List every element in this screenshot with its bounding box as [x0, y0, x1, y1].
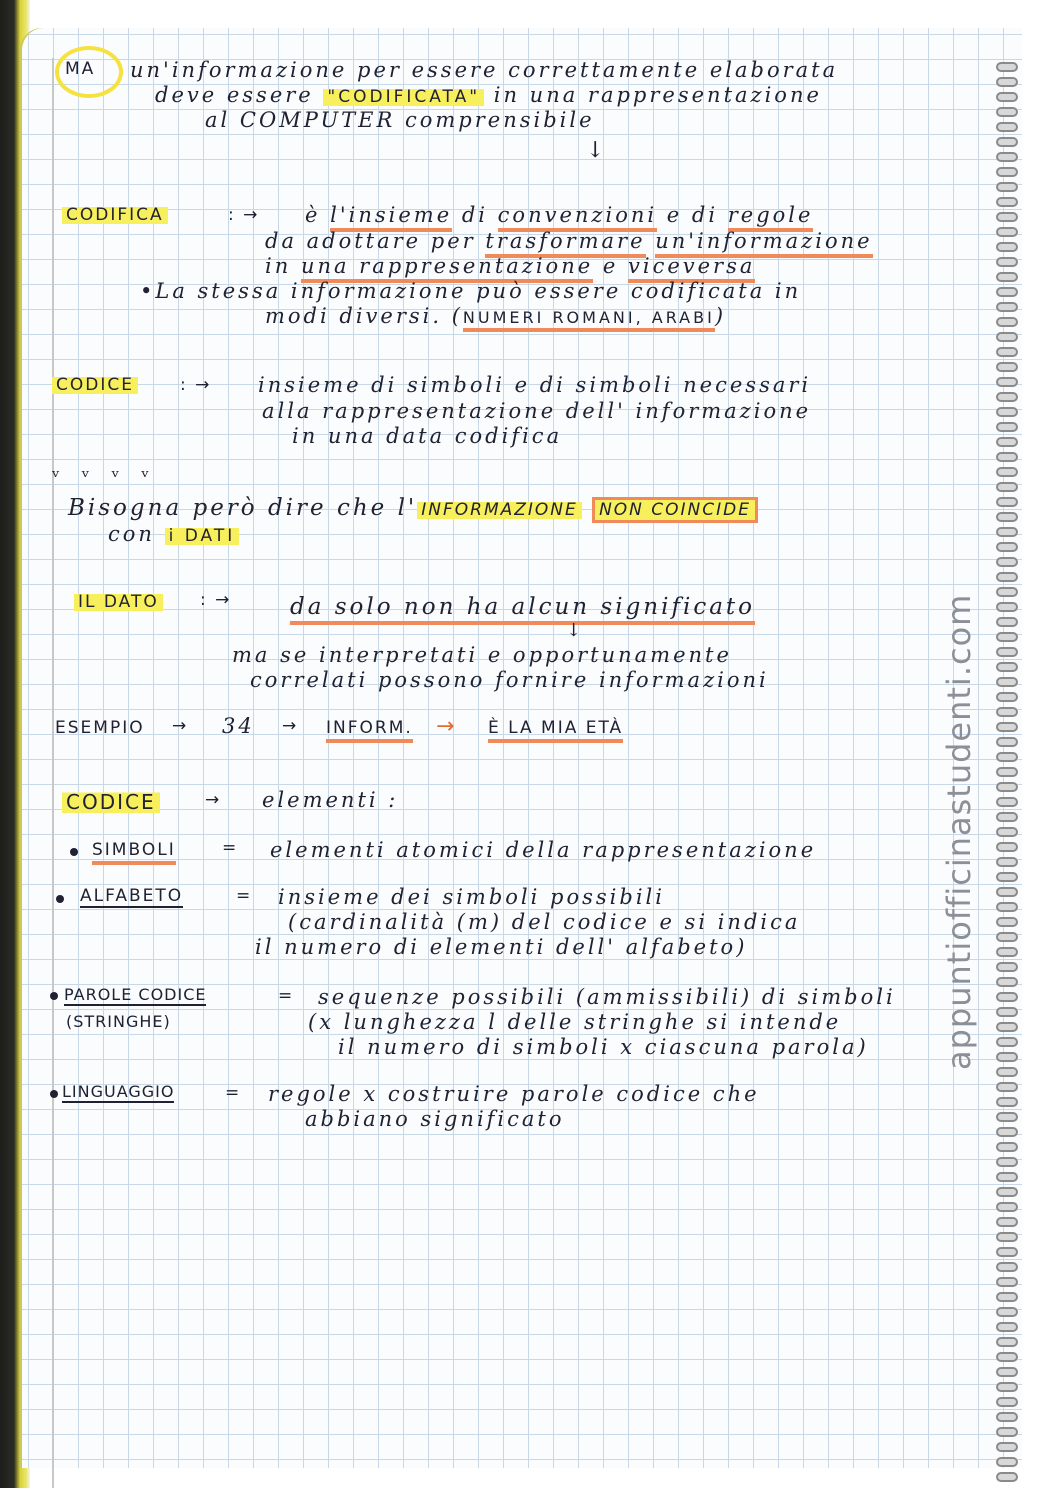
codifica-highlight: CODIFICA — [62, 205, 168, 225]
codifica-line-2 — [265, 229, 873, 253]
spiral-ring — [996, 827, 1018, 837]
spiral-ring — [996, 497, 1018, 507]
spiral-ring — [996, 1172, 1018, 1182]
spiral-ring — [996, 1127, 1018, 1137]
ma-badge-text: MA — [65, 59, 96, 79]
codifica-line-4: •La stessa informazione può essere codificata in — [140, 279, 802, 303]
spiral-ring — [996, 1052, 1018, 1062]
spiral-ring — [996, 527, 1018, 537]
spiral-ring — [996, 1337, 1018, 1347]
spiral-ring — [996, 407, 1018, 417]
dato-down-arrow-icon: ↓ — [566, 620, 582, 641]
spiral-ring — [996, 1082, 1018, 1092]
spiral-ring — [996, 977, 1018, 987]
codice-arrow-icon: : → — [180, 375, 212, 395]
spiral-ring — [996, 1097, 1018, 1107]
spiral-ring — [996, 1202, 1018, 1212]
simboli-text: elementi atomici della rappresentazione — [270, 838, 817, 862]
spiral-ring — [996, 512, 1018, 522]
spiral-ring — [996, 1307, 1018, 1317]
spiral-ring — [996, 227, 1018, 237]
spiral-ring — [996, 302, 1018, 312]
spiral-ring — [996, 122, 1018, 132]
simboli-term — [92, 840, 176, 860]
spiral-ring — [996, 1142, 1018, 1152]
spiral-ring — [996, 1457, 1018, 1467]
spiral-ring — [996, 947, 1018, 957]
spiral-ring — [996, 1322, 1018, 1332]
spiral-ring — [996, 602, 1018, 612]
spiral-ring — [996, 542, 1018, 552]
esempio-arrow-3-icon: → — [436, 714, 457, 739]
intro-line-2 — [155, 83, 822, 107]
il-dato-line-3: correlati possono fornire informazioni — [250, 668, 769, 692]
intro-rappresentazione: in una rappresentazione — [493, 83, 822, 107]
spiral-ring — [996, 707, 1018, 717]
bisogna-con: con — [108, 522, 155, 546]
spiral-ring — [996, 437, 1018, 447]
spiral-ring — [996, 1157, 1018, 1167]
spiral-ring — [996, 737, 1018, 747]
spiral-ring — [996, 1022, 1018, 1032]
alfabeto-line-1: insieme dei simboli possibili — [278, 885, 665, 909]
spiral-ring — [996, 242, 1018, 252]
alfabeto-eq: = — [236, 886, 253, 906]
linguaggio-eq: = — [225, 1083, 242, 1103]
codifica-in: in — [265, 254, 292, 278]
spiral-ring — [996, 1412, 1018, 1422]
da-solo-underlined: da solo non ha alcun significato — [290, 594, 755, 625]
spiral-ring — [996, 587, 1018, 597]
spiral-ring — [996, 692, 1018, 702]
parole-line-3: il numero di simboli x ciascuna parola) — [338, 1035, 869, 1059]
inform-underlined: INFORM. — [326, 718, 413, 743]
informazione-underlined: un'informazione — [655, 229, 872, 258]
codice-line-1: insieme di simboli e di simboli necessari — [258, 373, 812, 397]
closing-paren: ) — [714, 304, 727, 328]
codice-2-text: elementi : — [262, 788, 399, 812]
il-dato-line-2: ma se interpretati e opportunamente — [232, 643, 732, 667]
spiral-ring — [996, 1037, 1018, 1047]
simboli-underlined: SIMBOLI — [92, 840, 176, 865]
spiral-ring — [996, 767, 1018, 777]
ma-badge — [55, 46, 123, 98]
codifica-da-adottare: da adottare per — [265, 229, 476, 253]
spiral-ring — [996, 872, 1018, 882]
spiral-ring — [996, 1442, 1018, 1452]
esempio-arrow-1-icon: → — [172, 716, 189, 736]
linsieme-underlined: l'insieme — [330, 203, 452, 232]
spiral-ring — [996, 677, 1018, 687]
codifica-arrow-icon: : → — [228, 205, 260, 225]
bisogna-l: l' — [397, 495, 418, 521]
spiral-ring — [996, 1292, 1018, 1302]
spiral-ring — [996, 272, 1018, 282]
spiral-ring — [996, 797, 1018, 807]
spiral-ring — [996, 1232, 1018, 1242]
spiral-ring — [996, 962, 1018, 972]
esempio-arrow-2-icon: → — [282, 716, 299, 736]
viceversa-underlined: viceversa — [628, 254, 755, 283]
spiral-ring — [996, 392, 1018, 402]
codice-2-highlight: CODICE — [62, 790, 160, 814]
linguaggio-line-1: regole x costruire parole codice che — [268, 1082, 760, 1106]
spiral-ring — [996, 1367, 1018, 1377]
regole-underlined: regole — [728, 203, 814, 232]
codice-2-term — [62, 790, 160, 814]
codice-2-arrow-icon: → — [205, 790, 222, 810]
bisogna-text: Bisogna però dire che — [68, 495, 388, 521]
spiral-ring — [996, 152, 1018, 162]
spiral-ring — [996, 482, 1018, 492]
spiral-ring — [996, 647, 1018, 657]
spiral-ring — [996, 1472, 1018, 1482]
spiral-ring — [996, 62, 1018, 72]
spiral-ring — [996, 1397, 1018, 1407]
bullet-icon — [50, 1090, 58, 1098]
spiral-ring — [996, 347, 1018, 357]
simboli-eq: = — [222, 838, 239, 858]
spiral-ring — [996, 632, 1018, 642]
codifica-e: è — [305, 203, 321, 227]
spiral-ring — [996, 557, 1018, 567]
spiral-ring — [996, 197, 1018, 207]
il-dato-term — [74, 592, 163, 612]
spiral-ring — [996, 377, 1018, 387]
spiral-ring — [996, 572, 1018, 582]
spiral-ring — [996, 932, 1018, 942]
spiral-ring — [996, 362, 1018, 372]
spiral-ring — [996, 1217, 1018, 1227]
codifica-di: di — [461, 203, 488, 227]
spiral-ring — [996, 92, 1018, 102]
parole-line-1: sequenze possibili (ammissibili) di simboli — [318, 985, 896, 1009]
bullet-icon — [56, 895, 64, 903]
non-coincide-boxed: NON COINCIDE — [592, 497, 758, 523]
bullet-icon — [50, 992, 58, 1000]
spiral-ring — [996, 752, 1018, 762]
codifica-term — [62, 205, 168, 225]
esempio-value: 34 — [222, 714, 255, 738]
check-marks: ᵥ ᵥ ᵥ ᵥ — [52, 458, 157, 482]
spiral-ring — [996, 287, 1018, 297]
spiral-ring — [996, 167, 1018, 177]
parole-eq: = — [278, 986, 295, 1006]
spiral-ring — [996, 782, 1018, 792]
intro-line-3: al COMPUTER comprensibile — [205, 108, 595, 132]
spiral-ring — [996, 842, 1018, 852]
linguaggio-line-2: abbiano significato — [305, 1107, 565, 1131]
stringhe-term: (STRINGHE) — [66, 1012, 171, 1031]
watermark: appuntiofficinastudenti.com — [940, 593, 978, 1070]
codice-line-2: alla rappresentazione dell' informazione — [262, 399, 812, 423]
codice-line-3: in una data codifica — [292, 424, 563, 448]
esempio-inform — [326, 718, 413, 738]
margin-line — [52, 58, 54, 1488]
trasformare-underlined: trasformare — [485, 229, 645, 258]
alfabeto-term: ALFABETO — [80, 886, 184, 906]
codifica-e-conj: e — [602, 254, 619, 278]
alfabeto-line-3: il numero di elementi dell' alfabeto) — [255, 935, 748, 959]
spiral-ring — [996, 812, 1018, 822]
esempio-label: ESEMPIO — [55, 718, 145, 738]
esempio-text — [488, 718, 623, 738]
alfabeto-line-2: (cardinalità (m) del codice e si indica — [288, 910, 801, 934]
spiral-rings — [996, 62, 1018, 1492]
numeri-romani-arabi: NUMERI ROMANI, ARABI — [463, 308, 715, 332]
intro-deve-essere: deve essere — [155, 83, 314, 107]
parole-codice-term: PAROLE CODICE — [64, 985, 207, 1004]
spiral-ring — [996, 1352, 1018, 1362]
spiral-ring — [996, 77, 1018, 87]
spiral-ring — [996, 992, 1018, 1002]
spiral-ring — [996, 1067, 1018, 1077]
codifica-line-1 — [305, 203, 813, 227]
rappresentazione-underlined: una rappresentazione — [301, 254, 593, 283]
la-mia-eta-underlined: È LA MIA ETÀ — [488, 718, 623, 743]
spiral-ring — [996, 1187, 1018, 1197]
bisogna-line-2 — [108, 522, 239, 546]
down-arrow-icon: ↓ — [586, 138, 605, 163]
spiral-ring — [996, 452, 1018, 462]
bisogna-line-1 — [68, 495, 758, 521]
codifica-line-5 — [265, 304, 726, 328]
codice-term — [52, 375, 138, 395]
spiral-ring — [996, 1277, 1018, 1287]
spiral-ring — [996, 1427, 1018, 1437]
codice-highlight: CODICE — [52, 375, 138, 395]
spiral-ring — [996, 212, 1018, 222]
spiral-ring — [996, 1262, 1018, 1272]
convenzioni-underlined: convenzioni — [498, 203, 657, 232]
spiral-ring — [996, 722, 1018, 732]
spiral-ring — [996, 1247, 1018, 1257]
spiral-ring — [996, 257, 1018, 267]
spiral-ring — [996, 617, 1018, 627]
spiral-ring — [996, 422, 1018, 432]
spiral-ring — [996, 662, 1018, 672]
intro-line-1: un'informazione per essere correttamente elaborata — [130, 58, 839, 82]
spiral-ring — [996, 332, 1018, 342]
modi-diversi: modi diversi. ( — [265, 304, 463, 328]
spiral-ring — [996, 137, 1018, 147]
spiral-ring — [996, 467, 1018, 477]
il-dato-arrow-icon: : → — [200, 590, 232, 610]
codifica-e-di: e di — [666, 203, 719, 227]
parole-line-2: (x lunghezza l delle stringhe si intende — [308, 1010, 842, 1034]
spiral-ring — [996, 887, 1018, 897]
bullet-icon — [70, 848, 78, 856]
spiral-ring — [996, 107, 1018, 117]
spiral-ring — [996, 1382, 1018, 1392]
i-dati-highlight: i DATI — [165, 526, 240, 546]
informazione-highlight: INFORMAZIONE — [417, 500, 582, 520]
codificata-highlight: "CODIFICATA" — [323, 87, 484, 107]
spiral-ring — [996, 902, 1018, 912]
spiral-ring — [996, 857, 1018, 867]
il-dato-line-1 — [290, 594, 755, 620]
il-dato-highlight: IL DATO — [74, 592, 163, 612]
spiral-ring — [996, 1007, 1018, 1017]
linguaggio-term: LINGUAGGIO — [62, 1082, 175, 1101]
spiral-ring — [996, 1112, 1018, 1122]
spiral-ring — [996, 317, 1018, 327]
spiral-ring — [996, 917, 1018, 927]
codifica-line-3 — [265, 254, 755, 278]
spiral-ring — [996, 182, 1018, 192]
